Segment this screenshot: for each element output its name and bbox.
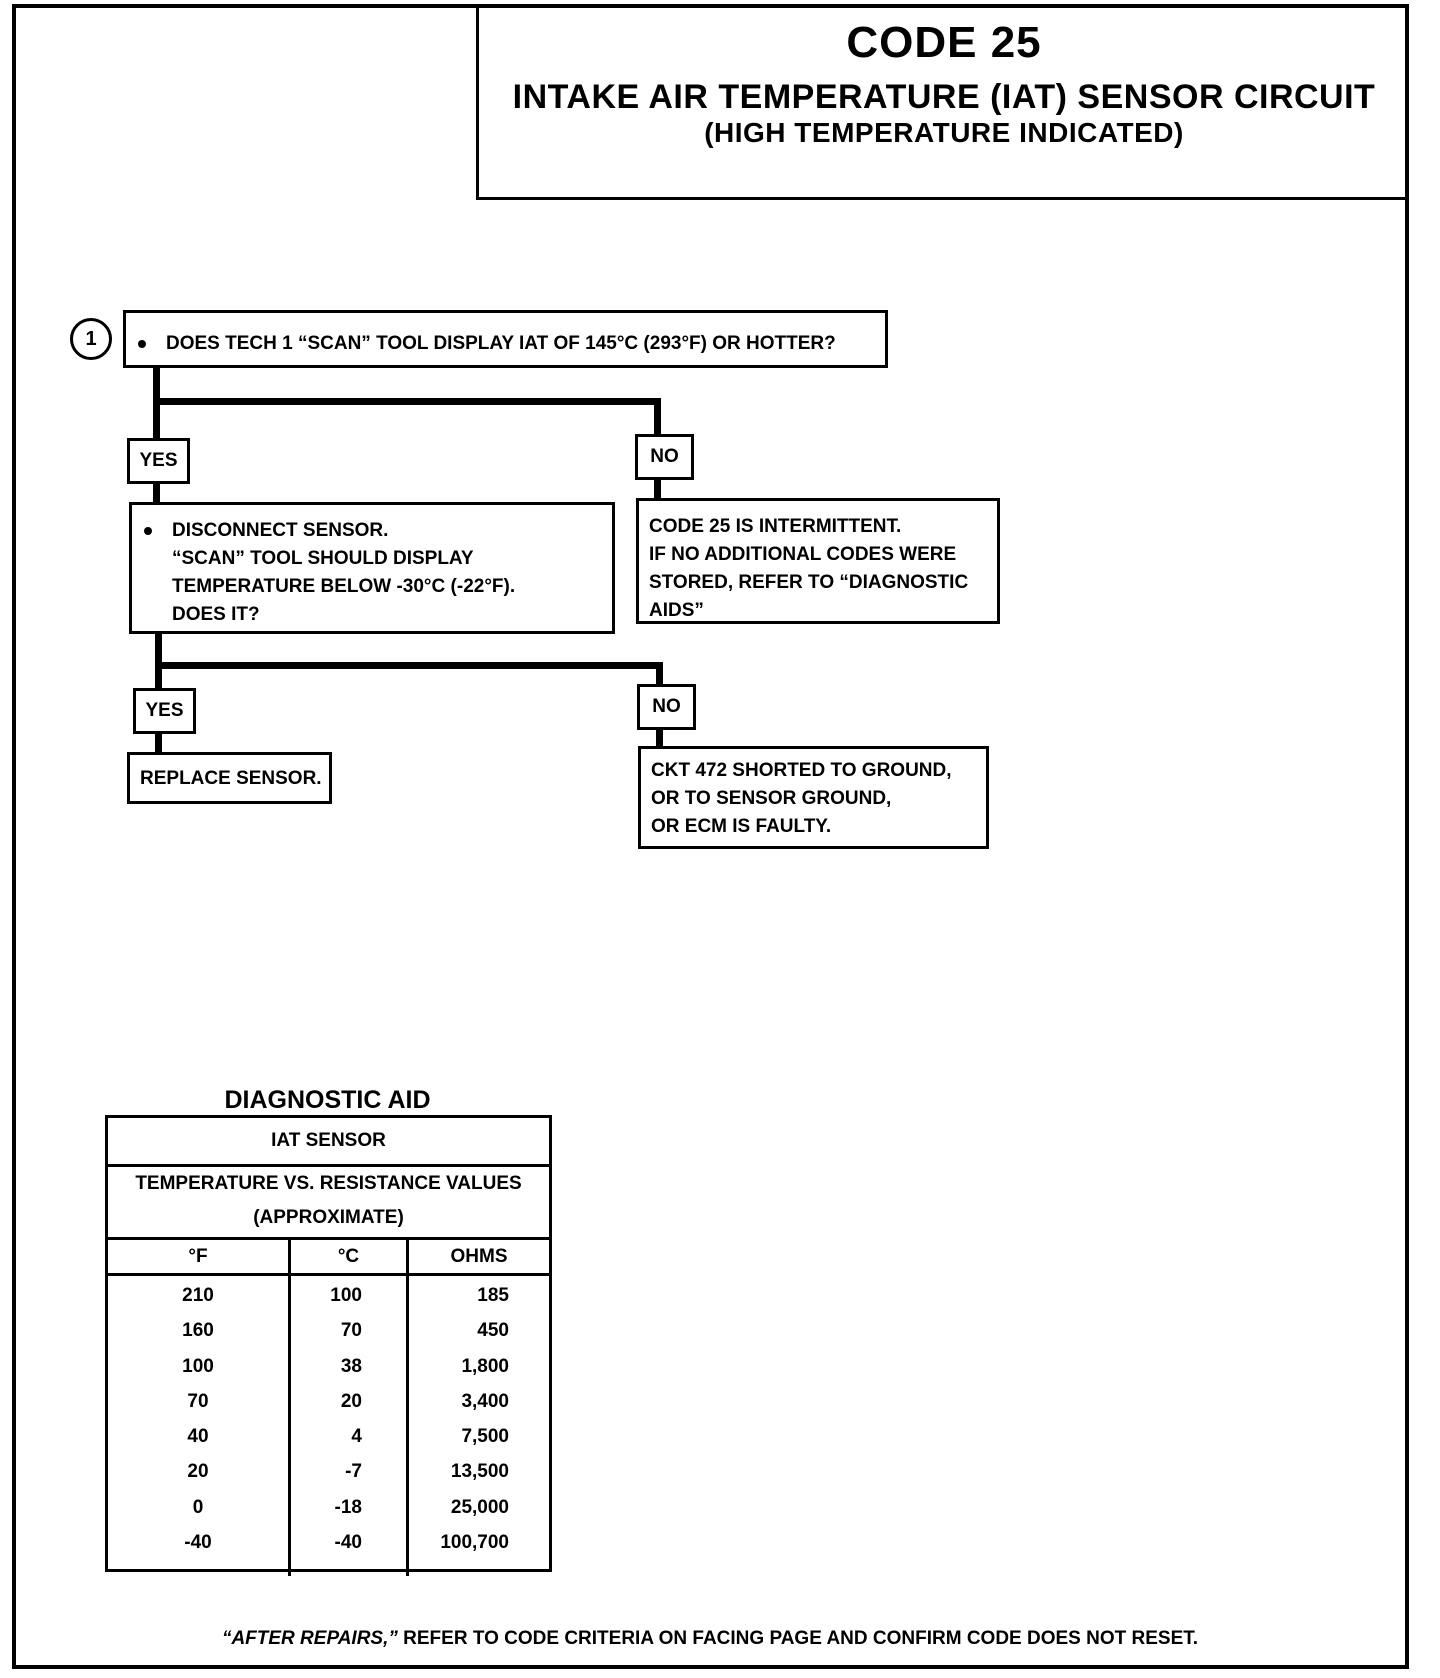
aid-caption-line-2: (APPROXIMATE) [253,1207,404,1228]
bullet-icon [138,340,146,348]
table-cell: 100,700 [440,1532,509,1554]
connector-line [153,484,160,504]
question-1-box [123,310,888,368]
replace-sensor-box: REPLACE SENSOR. [127,752,332,804]
table-cell: -7 [345,1461,362,1483]
table-cell: 100 [182,1355,214,1377]
table-cell: 7,500 [461,1426,509,1448]
no-label-2: NO [637,684,696,730]
fahrenheit-column [108,1276,291,1576]
question-2-line: TEMPERATURE BELOW -30°C (-22°F). [172,576,516,597]
step-number-circle: 1 [70,318,112,360]
footer-emphasis: “AFTER REPAIRS,” [221,1628,398,1649]
table-cell: -40 [334,1532,362,1554]
shorted-to-ground-box [638,746,989,849]
table-cell: 70 [340,1320,362,1342]
table-cell: 210 [182,1285,214,1306]
intermittent-line: CODE 25 IS INTERMITTENT. [649,516,902,537]
celsius-column [291,1276,409,1576]
table-cell: 450 [477,1320,509,1342]
aid-caption-line-1: TEMPERATURE VS. RESISTANCE VALUES [135,1173,522,1194]
no-label-1: NO [635,434,694,480]
intermittent-line: IF NO ADDITIONAL CODES WERE [649,544,957,565]
table-cell: 0 [192,1496,204,1518]
question-2-line: “SCAN” TOOL SHOULD DISPLAY [172,548,474,569]
table-cell: 160 [182,1320,214,1342]
diagnostic-aid-title: DIAGNOSTIC AID [224,1086,431,1114]
connector-line [155,662,663,669]
column-header-ohms: OHMS [450,1246,508,1267]
question-1-text: DOES TECH 1 “SCAN” TOOL DISPLAY IAT OF 145°C (293°F) OR HOTTER? [166,333,836,354]
table-cell: -18 [334,1496,362,1518]
column-header-fahrenheit: °F [108,1240,291,1273]
connector-line [155,634,162,688]
ohms-column [409,1276,549,1576]
shorted-line: CKT 472 SHORTED TO GROUND, [651,760,952,781]
table-cell: 4 [351,1426,362,1448]
circuit-title: INTAKE AIR TEMPERATURE (IAT) SENSOR CIRCUIT [512,78,1376,116]
aid-body [108,1276,549,1576]
intermittent-line: AIDS” [649,600,704,621]
question-2-line: DISCONNECT SENSOR. [172,520,389,541]
code-title: CODE 25 [846,18,1042,67]
aid-caption [108,1167,549,1240]
table-cell: 3,400 [461,1390,509,1412]
question-2-line: DOES IT? [172,604,260,625]
table-cell: 20 [340,1390,362,1412]
table-cell: 40 [187,1426,209,1448]
condition-title: (HIGH TEMPERATURE INDICATED) [704,117,1184,148]
yes-label-1: YES [127,438,190,484]
aid-sensor-heading: IAT SENSOR [108,1118,549,1167]
connector-line [153,398,661,405]
table-cell: 185 [477,1285,509,1306]
connector-line [656,662,663,684]
question-2-box [129,502,615,634]
table-cell: 20 [187,1461,209,1483]
aid-column-headers [108,1240,549,1276]
footer-text: REFER TO CODE CRITERIA ON FACING PAGE AND CONFIRM CODE DOES NOT RESET. [397,1628,1199,1649]
table-cell: 25,000 [450,1496,509,1518]
intermittent-box [636,498,1000,624]
shorted-line: OR TO SENSOR GROUND, [651,788,892,809]
connector-line [155,734,162,754]
title-box [476,4,1409,200]
yes-label-2: YES [133,688,196,734]
intermittent-line: STORED, REFER TO “DIAGNOSTIC [649,572,969,593]
table-cell: 1,800 [461,1355,509,1377]
column-header-celsius: °C [291,1240,409,1273]
bullet-icon [144,527,152,535]
table-cell: 100 [330,1285,362,1306]
table-cell: 70 [187,1390,209,1412]
diagnostic-aid-table [105,1115,552,1572]
table-cell: 13,500 [450,1461,509,1483]
footer-note [60,1628,1360,1650]
connector-line [654,398,661,434]
shorted-line: OR ECM IS FAULTY. [651,816,832,837]
table-cell: -40 [184,1532,212,1554]
table-cell: 38 [340,1355,362,1377]
connector-line [654,480,661,500]
